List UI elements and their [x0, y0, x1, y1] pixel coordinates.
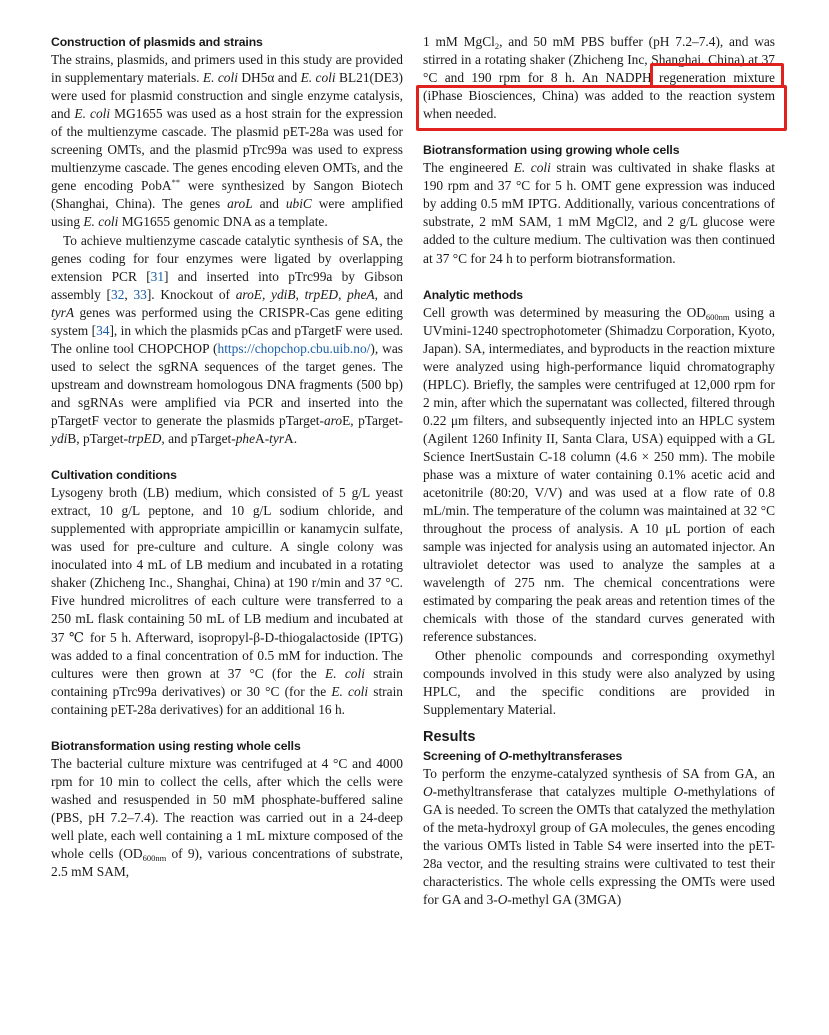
citation-link-33[interactable]: 33 — [133, 286, 147, 302]
paragraph-resting-cells: The bacterial culture mixture was centrifuged at 4 °C and 4000 rpm for 10 min to collect the cells, after which the cells were washed and resuspended in 50 mM phosphate-buffered saline (PBS, pH 7.2–7.4). The reaction was carried out in a 24-deep well plate, each well containing a 1 mL mixture composed of the whole cells ($OD_{600nm}$ of 9), various concentrations of substrate, 2.5 mM SAM, — [51, 755, 403, 880]
paragraph-growing-cells: The engineered E. coli strain was cultivated in shake flasks at 190 rpm and 37 °C for 5 h. OMT gene expression was induced by adding 0.5 mM IPTG. Additionally, various concentrations of substrate, 2 mM SAM, 1 mM MgCl2, and 2 g/L glucose were added to the culture medium. The cultivation was then continued at 37 °C for 24 h to perform biotransformation. — [423, 160, 775, 266]
right-column — [423, 33, 775, 909]
section-heading-analytic: Analytic methods — [423, 287, 523, 302]
section-heading-growing-cells: Biotransformation using growing whole cells — [423, 143, 680, 158]
paragraph-analytic-1: Cell growth was determined by measuring the $OD_{600nm}$ using a UVmini-1240 spectrophotometer (Shimadzu Corporation, Kyoto, Japan). SA, intermediates, and byproducts in the reaction mixture were analyzed using high-performance liquid chromatography (HPLC). Briefly, the samples were centrifuged at 12,000 rpm for 2 min, after which the supernatant was collected, filtered through 0.22 μm filters, and subsequently injected into an HPLC system (Agilent 1260 Infinity II, Santa Clara, USA) equipped with a GL Science InertSustain C-18 column (4.6 × 250 mm). The mobile phase was a mixture of water containing 0.1% acetic acid and acetonitrile (80:20, V/V) and was used at a flow rate of 0.8 mL/min. The temperature of the column was maintained at 32 °C throughout the process of analysis. A 10 μL portion of each sample was injected for analysis using an automated injector. An ultraviolet detector was used to analyze the samples at a wavelength of 275 nm. The chemical concentrations were estimated by comparing the peak areas and retention times of the chemicals with those of the standard curves generated with reference substances. — [423, 304, 775, 645]
paragraph-resting-cells-continued: 1 mM MgCl$_2$, and 50 mM PBS buffer (pH 7.2–7.4), and was stirred in a rotating shaker (Zhicheng Inc, Shanghai, China) at 37 °C and 190 rpm for 8 h. An NADPH regeneration mixture (iPhase Biosciences, China) was added to the reaction system when needed. — [423, 34, 776, 122]
citation-link-31[interactable]: 31 — [150, 268, 165, 284]
paragraph-cultivation: Lysogeny broth (LB) medium, which consisted of 5 g/L yeast extract, 10 g/L peptone, and 10 g/L sodium chloride, and supplemented with appropriate ampicillin or kanamycin sulfate, was used for pre-culture and culture. A single colony was inoculated into 4 mL of LB medium and incubated in a rotating shaker (Zhicheng Inc., Shanghai, China) at 190 r/min and 37 °C. Five hundred microlitres of each culture were transferred to a 250 mL flask containing 50 mL of LB medium and incubated at 37 ℃ for 5 h. Afterward, isopropyl-β-D-thiogalactoside (IPTG) was added to a final concentration of 0.5 mM for induction. The cultures were then grown at 37 °C (for the E. coli strain containing pTrc99a derivatives) or 30 °C (for the E. coli strain containing pET-28a derivatives) for an additional 16 h. — [51, 485, 403, 717]
citation-link-34[interactable]: 34 — [96, 322, 110, 338]
paragraph-screening: To perform the enzyme-catalyzed synthesis of SA from GA, an O-methyltransferase that catalyzes multiple O-methylations of GA is needed. To screen the OMTs that catalyzed the methylation of the meta-hydroxyl group of GA molecules, the genes encoding the various OMTs listed in Table S4 were inserted into the pET-28a vector, and the resulting strains were cultivated to test their characteristics. The whole cells expressing the OMTs were used for GA and 3-O-methyl GA (3MGA) — [423, 765, 775, 908]
section-heading-cultivation: Cultivation conditions — [51, 468, 177, 483]
highlighted-text: An NADPH regeneration mixture (iPhase Biosciences, China) was added to the reaction system when needed. — [423, 70, 775, 122]
chopchop-url-link[interactable]: https://chopchop.cbu.uib.no/ — [217, 340, 371, 356]
paragraph-analytic-2: Other phenolic compounds and corresponding oxymethyl compounds involved in this study were also analyzed by using HPLC, and the specific conditions are provided in Supplementary Material. — [423, 647, 775, 717]
paragraph-construction-2: To achieve multienzyme cascade catalytic synthesis of SA, the genes coding for four enzymes were ligated by overlapping extension PCR [31] and inserted into pTrc99a by Gibson assembly [32, 33]. Knockout of aroE, ydiB, trpED, pheA, and tyrA genes was performed using the CRISPR-Cas gene editing system [34], in which the plasmids pCas and pTargetF were used. The online tool CHOPCHOP (https://chopchop.cbu.uib.no/), was used to select the sgRNA sequences of the target genes. The upstream and downstream homologous DNA fragments (500 bp) and sgRNAs were amplified via PCR and inserted into the pTargetF vector to generate the plasmids pTarget-aroE, pTarget-ydiB, pTarget-trpED, and pTarget-pheA-tyrA. — [51, 232, 403, 447]
section-heading-resting-cells: Biotransformation using resting whole cells — [51, 738, 301, 753]
results-heading: Results — [423, 728, 476, 745]
citation-link-32[interactable]: 32 — [111, 286, 125, 302]
left-column — [51, 33, 403, 881]
section-heading-construction: Construction of plasmids and strains — [51, 35, 263, 49]
section-heading-screening: Screening of O-methyltransferases — [423, 748, 623, 763]
paragraph-construction-1: The strains, plasmids, and primers used in this study are provided in supplementary materials. E. coli DH5α and E. coli BL21(DE3) were used for plasmid construction and single enzyme catalysis, and E. coli MG1655 was used as a host strain for the expression of the multienzyme cascade. The plasmid pET-28a was used for screening OMTs, and the plasmid pTrc99a was used to express multienzyme cascade. The genes encoding eleven OMTs, and the gene encoding PobA** were synthesized by Sangon Biotech (Shanghai, China). The genes aroL and ubiC were amplified using E. coli MG1655 genomic DNA as a template. — [51, 52, 403, 230]
